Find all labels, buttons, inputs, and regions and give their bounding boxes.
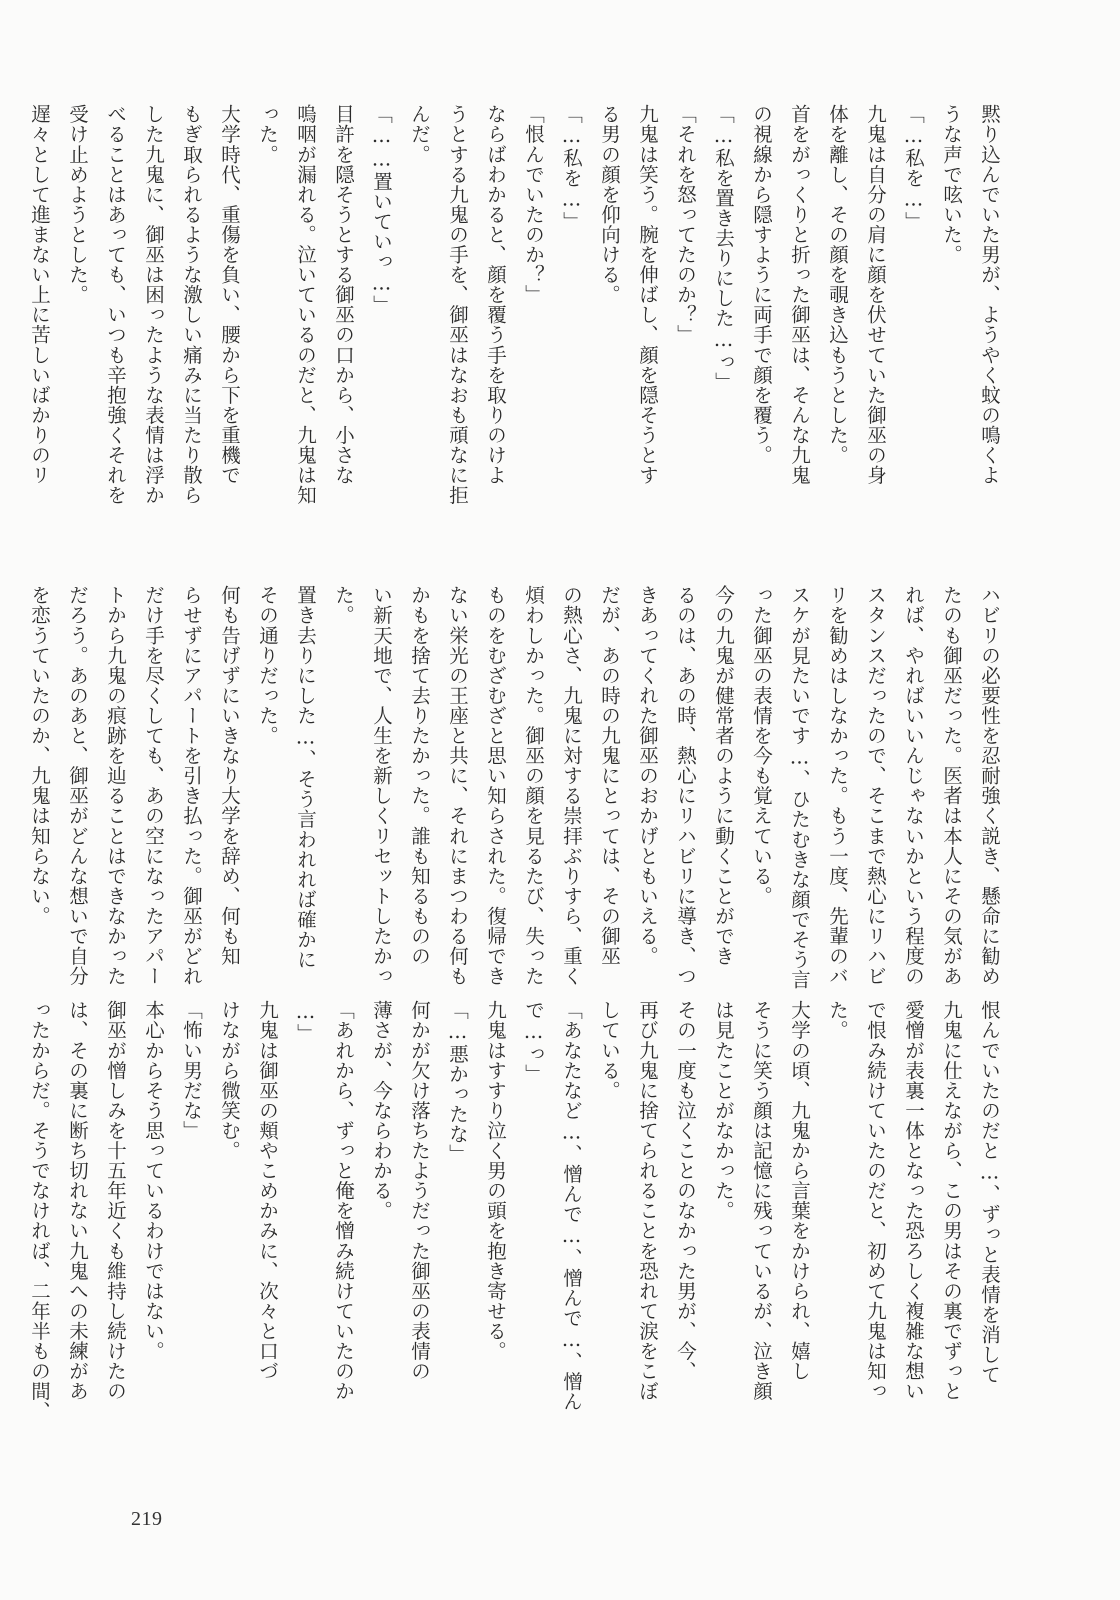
text-line: スケが見たいです…、ひたむきな顔でそう言	[788, 585, 811, 990]
text-line: 大学時代、重傷を負い、腰から下を重機で	[218, 104, 241, 485]
text-line: リを勧めはしなかった。もう一度、先輩のバ	[826, 585, 849, 986]
text-line: った御巫の表情を今も覚えている。	[750, 585, 773, 906]
text-line: だが、あの時の九鬼にとっては、その御巫	[598, 585, 621, 966]
text-block-middle	[28, 585, 1008, 990]
text-line: うな声で呟いた。	[940, 104, 963, 265]
text-line: 何かが欠け落ちたようだった御巫の表情の	[408, 1000, 431, 1381]
text-line: るのは、あの時、熱心にリハビリに導き、つ	[674, 585, 697, 986]
text-line: を恋うていたのか、九鬼は知らない。	[28, 585, 51, 926]
text-line: だけ手を尽くしても、あの空になったアパー	[142, 585, 165, 986]
text-line: た。	[826, 1000, 849, 1041]
text-line: スタンスだったので、そこまで熱心にリハビ	[864, 585, 887, 986]
text-line: べることはあっても、いつも辛抱強くそれを	[104, 104, 127, 505]
text-line: ならばわかると、顔を覆う手を取りのけよ	[484, 104, 507, 485]
text-line: もぎ取られるような激しい痛みに当たり散ら	[180, 104, 203, 505]
text-line: たのも御巫だった。医者は本人にその気があ	[940, 585, 963, 986]
text-line: る男の顔を仰向ける。	[598, 104, 621, 305]
text-line: た。	[332, 585, 355, 626]
text-line: 九鬼は自分の肩に顔を伏せていた御巫の身	[864, 104, 887, 485]
text-block-bottom	[28, 1000, 1008, 1430]
text-line: んだ。	[408, 104, 431, 165]
text-line: 何も告げずにいきなり大学を辞め、何も知	[218, 585, 241, 966]
text-line: 黙り込んでいた男が、ようやく蚊の鳴くよ	[978, 104, 1001, 485]
text-line: 体を離し、その顔を覗き込もうとした。	[826, 104, 849, 465]
text-line: 今の九鬼が健常者のように動くことができ	[712, 585, 735, 966]
text-line: 本心からそう思っているわけではない。	[142, 1000, 165, 1361]
text-line: 「…悪かったな」	[446, 1000, 469, 1164]
text-line: …」	[294, 1000, 317, 1044]
text-line: 「……置いていっ…」	[370, 104, 393, 315]
text-line: かもを捨て去りたかった。誰も知るものの	[408, 585, 431, 966]
text-line: の視線から隠すように両手で顔を覆う。	[750, 104, 773, 465]
text-line: 煩わしかった。御巫の顔を見るたび、失った	[522, 585, 545, 986]
text-line: 「…私を…」	[902, 104, 925, 232]
text-line: は見たことがなかった。	[712, 1000, 735, 1221]
text-line: している。	[598, 1000, 621, 1101]
text-line: い新天地で、人生を新しくリセットしたかっ	[370, 585, 393, 986]
text-line: 大学の頃、九鬼から言葉をかけられ、嬉し	[788, 1000, 811, 1381]
text-line: きあってくれた御巫のおかげともいえる。	[636, 585, 659, 966]
text-line: ものをむざむざと思い知らされた。復帰でき	[484, 585, 507, 986]
text-line: 「あれから、ずっと俺を憎み続けていたのか	[332, 1000, 355, 1401]
text-line: 「怖い男だな」	[180, 1000, 203, 1141]
text-line: った。	[256, 104, 279, 165]
text-line: 置き去りにした…、そう言われれば確かに	[294, 585, 317, 970]
text-line: 「…私を…」	[560, 104, 583, 232]
text-line: 「それを怒ってたのか？」	[674, 104, 697, 345]
text-block-top	[28, 104, 1008, 574]
text-line: した九鬼に、御巫は困ったような表情は浮か	[142, 104, 165, 505]
text-line: そうに笑う顔は記憶に残っているが、泣き顔	[750, 1000, 773, 1401]
text-line: 「あなたなど…、憎んで…、憎んで…、憎ん	[560, 1000, 583, 1412]
text-line: うとする九鬼の手を、御巫はなおも頑なに拒	[446, 104, 469, 505]
text-line: 九鬼に仕えながら、この男はその裏でずっと	[940, 1000, 963, 1401]
text-line: 「恨んでいたのか？」	[522, 104, 545, 305]
text-line: 御巫が憎しみを十五年近くも維持し続けたの	[104, 1000, 127, 1401]
text-line: 恨んでいたのだと…、ずっと表情を消して	[978, 1000, 1001, 1385]
page-number: 219	[131, 1508, 163, 1530]
text-line: 遅々として進まない上に苦しいばかりのリ	[28, 104, 51, 485]
text-line: の熱心さ、九鬼に対する崇拝ぶりすら、重く	[560, 585, 583, 986]
text-line: 再び九鬼に捨てられることを恐れて涙をこぼ	[636, 1000, 659, 1401]
text-line: ハビリの必要性を忍耐強く説き、懸命に勧め	[978, 585, 1001, 986]
text-line: 嗚咽が漏れる。泣いているのだと、九鬼は知	[294, 104, 317, 505]
text-line: 薄さが、今ならわかる。	[370, 1000, 393, 1221]
text-line: 九鬼はすすり泣く男の頭を抱き寄せる。	[484, 1000, 507, 1361]
text-line: 首をがっくりと折った御巫は、そんな九鬼	[788, 104, 811, 485]
text-line: は、その裏に断ち切れない九鬼への未練があ	[66, 1000, 89, 1401]
text-line: 九鬼は御巫の頬やこめかみに、次々と口づ	[256, 1000, 279, 1381]
text-line: けながら微笑む。	[218, 1000, 241, 1161]
text-line: で…っ」	[522, 1000, 545, 1084]
text-line: 受け止めようとした。	[66, 104, 89, 305]
text-line: その一度も泣くことのなかった男が、今、	[674, 1000, 697, 1381]
text-line: 目許を隠そうとする御巫の口から、小さな	[332, 104, 355, 485]
text-line: ない栄光の王座と共に、それにまつわる何も	[446, 585, 469, 986]
text-line: トから九鬼の痕跡を辿ることはできなかった	[104, 585, 127, 986]
text-line: 九鬼は笑う。腕を伸ばし、顔を隠そうとす	[636, 104, 659, 485]
text-line: その通りだった。	[256, 585, 279, 746]
text-line: らせずにアパートを引き払った。御巫がどれ	[180, 585, 203, 986]
text-line: だろう。あのあと、御巫がどんな想いで自分	[66, 585, 89, 986]
text-line: で恨み続けていたのだと、初めて九鬼は知っ	[864, 1000, 887, 1401]
text-line: 「…私を置き去りにした…っ」	[712, 104, 735, 392]
text-line: 愛憎が表裏一体となった恐ろしく複雑な想い	[902, 1000, 925, 1401]
text-line: ったからだ。そうでなければ、二年半もの間、	[28, 1000, 51, 1422]
text-line: れば、やればいいんじゃないかという程度の	[902, 585, 925, 986]
